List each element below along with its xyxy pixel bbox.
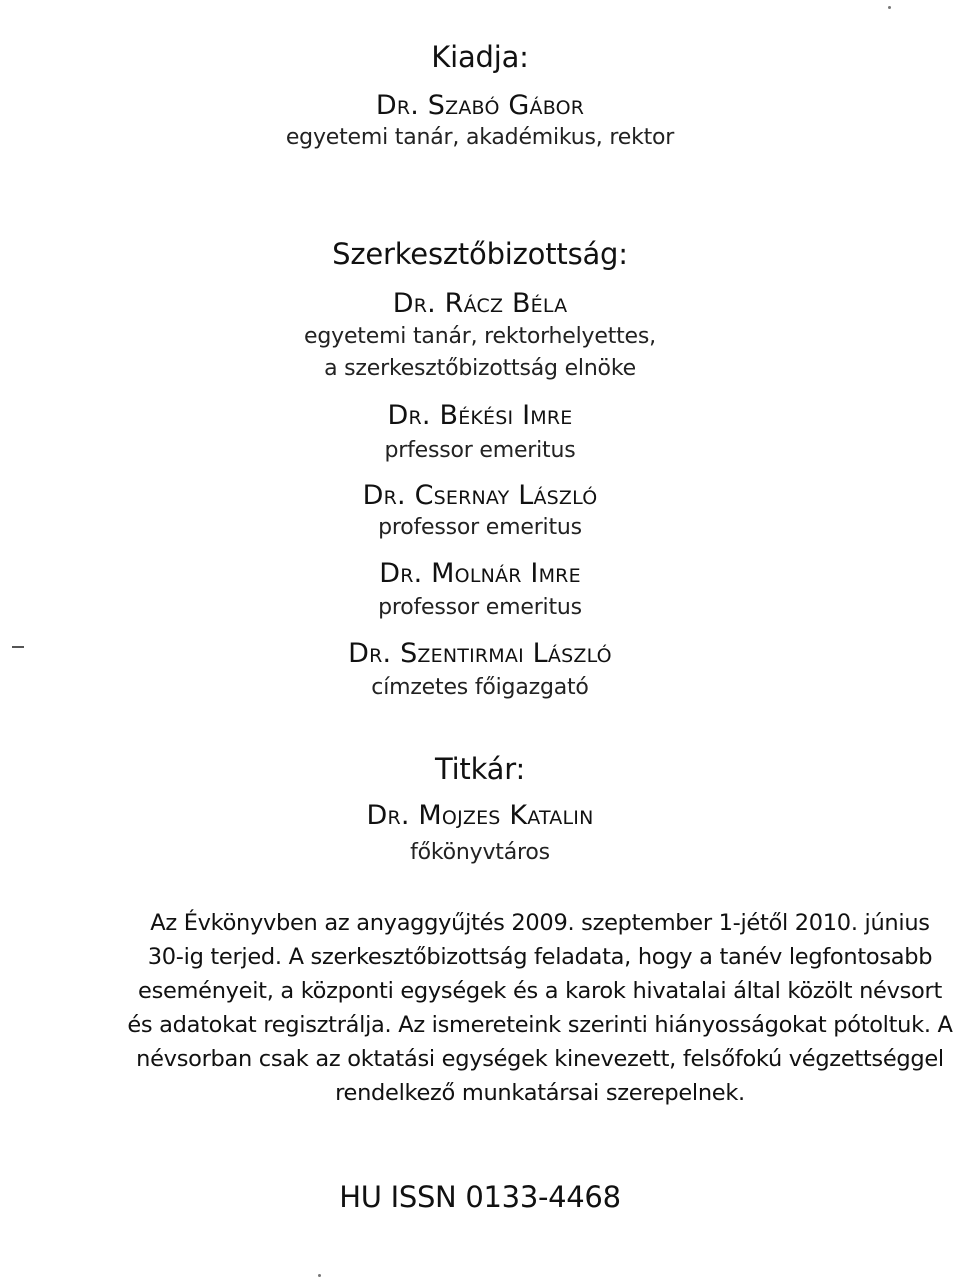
board-member-name xyxy=(0,638,960,669)
board-member-name-text: Dr. Csernay László xyxy=(362,480,598,511)
scan-speck xyxy=(888,6,891,9)
secretary-label: Titkár: xyxy=(434,752,526,786)
board-member-name-text: Dr. Szentirmai László xyxy=(348,638,612,669)
board-member-name xyxy=(0,400,960,431)
note-line: eseményeit, a központi egységek és a karok hivatalai által közölt névsort xyxy=(138,978,942,1004)
board-member-name-text: Dr. Békési Imre xyxy=(387,400,573,431)
board-member-role: professor emeritus xyxy=(378,595,582,620)
scan-speck xyxy=(318,1274,321,1277)
publisher-role: egyetemi tanár, akadémikus, rektor xyxy=(285,125,675,150)
note-line: 30-ig terjed. A szerkesztőbizottság feladata, hogy a tanév legfontosabb xyxy=(147,944,933,970)
board-member-name-text: Dr. Rácz Béla xyxy=(392,288,568,319)
board-member-role: a szerkesztőbizottság elnöke xyxy=(324,356,636,381)
note-line: névsorban csak az oktatási egységek kinevezett, felsőfokú végzettséggel xyxy=(136,1046,944,1072)
issn-number: HU ISSN 0133-4468 xyxy=(339,1180,621,1214)
board-label: Szerkesztőbizottság: xyxy=(332,237,628,271)
note-line: rendelkező munkatársai szerepelnek. xyxy=(335,1080,745,1106)
board-member-name xyxy=(0,480,960,511)
board-member-role: professor emeritus xyxy=(378,515,582,540)
publisher-name-text: Dr. Szabó Gábor xyxy=(375,90,585,121)
publisher-name xyxy=(0,90,960,121)
note-paragraph xyxy=(120,906,960,1110)
note-line: Az Évkönyvben az anyaggyűjtés 2009. szeptember 1-jétől 2010. június xyxy=(150,910,930,936)
scan-mark xyxy=(12,646,24,648)
publisher-label: Kiadja: xyxy=(431,40,529,74)
board-member-role: egyetemi tanár, rektorhelyettes, xyxy=(304,324,656,349)
board-member-name xyxy=(0,558,960,589)
note-line: és adatokat regisztrálja. Az ismereteink szerinti hiányosságokat pótoltuk. A xyxy=(127,1012,953,1038)
secretary-name-text: Dr. Mojzes Katalin xyxy=(366,800,594,831)
board-member-role: címzetes főigazgató xyxy=(371,675,589,700)
board-member-name xyxy=(0,288,960,319)
board-member-role: prfessor emeritus xyxy=(384,438,576,463)
board-member-name-text: Dr. Molnár Imre xyxy=(379,558,581,589)
secretary-name xyxy=(0,800,960,831)
secretary-role: főkönyvtáros xyxy=(410,840,550,865)
